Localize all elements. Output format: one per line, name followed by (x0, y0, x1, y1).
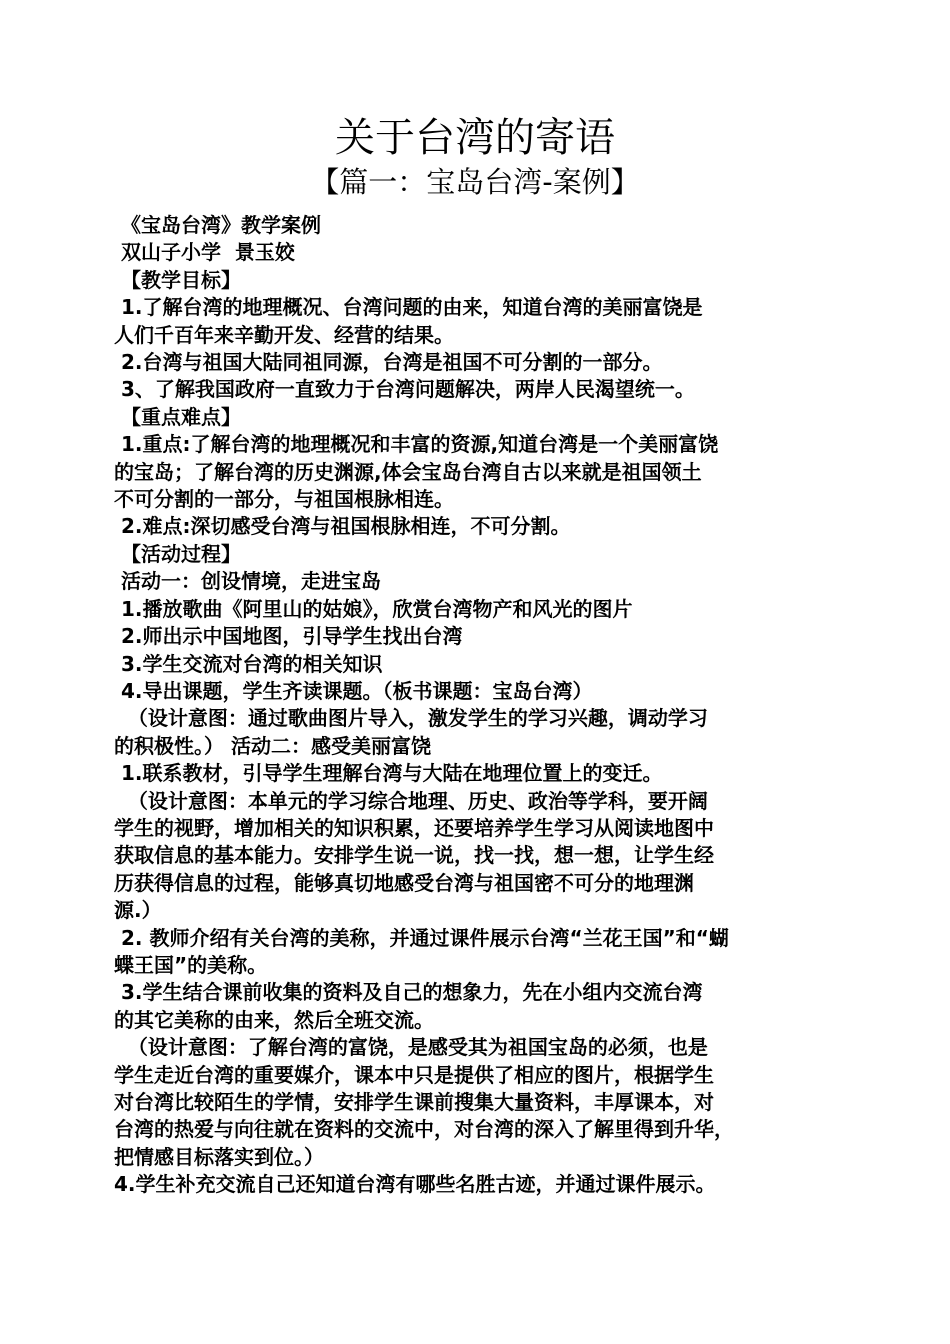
text-line: （设计意图：通过歌曲图片导入，激发学生的学习兴趣，调动学习 (114, 706, 708, 731)
text-line: 3.学生结合课前收集的资料及自己的想象力，先在小组内交流台湾 (114, 980, 703, 1005)
text-line: 蝶王国”的美称。 (114, 952, 268, 977)
text-line: （设计意图：了解台湾的富饶，是感受其为祖国宝岛的必须，也是 (114, 1035, 708, 1060)
text-line: 2.难点:深切感受台湾与祖国根脉相连，不可分割。 (114, 514, 571, 539)
text-line: 获取信息的基本能力。安排学生说一说，找一找，想一想，让学生经 (114, 843, 714, 868)
text-line: 2.师出示中国地图，引导学生找出台湾 (114, 624, 463, 649)
text-line: 1.播放歌曲《阿里山的姑娘》，欣赏台湾物产和风光的图片 (114, 596, 633, 621)
text-line: 台湾的热爱与向往就在资料的交流中，对台湾的深入了解里得到升华， (114, 1117, 734, 1142)
text-line: 对台湾比较陌生的学情，安排学生课前搜集大量资料，丰厚课本，对 (114, 1090, 714, 1114)
document-subtitle: 【篇一：宝岛台湾-案例】 (310, 165, 640, 199)
text-line: 2.台湾与祖国大陆同祖同源，台湾是祖国不可分割的一部分。 (114, 350, 663, 375)
text-line: 【重点难点】 (114, 404, 241, 429)
text-line: 的其它美称的由来，然后全班交流。 (114, 1007, 434, 1032)
text-line: 双山子小学 景玉姣 (114, 240, 295, 265)
text-line: 1.重点:了解台湾的地理概况和丰富的资源,知道台湾是一个美丽富饶 (114, 432, 719, 457)
text-line: 4.导出课题，学生齐读课题。（板书课题：宝岛台湾） (114, 678, 593, 703)
text-line: 【教学目标】 (114, 267, 241, 292)
text-line: 【活动过程】 (114, 541, 241, 566)
text-line: 3.学生交流对台湾的相关知识 (114, 651, 383, 676)
text-line: 的宝岛；了解台湾的历史渊源,体会宝岛台湾自古以来就是祖国领土 (114, 459, 702, 484)
text-line: 《宝岛台湾》教学案例 (114, 213, 321, 237)
text-line: 3、了解我国政府一直致力于台湾问题解决，两岸人民渴望统一。 (114, 377, 695, 402)
text-line: 学生的视野，增加相关的知识积累，还要培养学生学习从阅读地图中 (114, 815, 714, 840)
text-line: 把情感目标落实到位。） (114, 1144, 324, 1169)
text-line: 1.了解台湾的地理概况、台湾问题的由来，知道台湾的美丽富饶是 (114, 295, 703, 320)
document-body (114, 212, 854, 1199)
text-line: 学生走近台湾的重要媒介，课本中只是提供了相应的图片，根据学生 (114, 1062, 714, 1087)
text-line: 2. 教师介绍有关台湾的美称，并通过课件展示台湾“兰花王国”和“蝴 (114, 925, 729, 950)
text-line: 历获得信息的过程，能够真切地感受台湾与祖国密不可分的地理渊 (114, 870, 694, 895)
text-line: 4.学生补充交流自己还知道台湾有哪些名胜古迹，并通过课件展示。 (114, 1172, 716, 1197)
text-line: 不可分割的一部分，与祖国根脉相连。 (114, 487, 454, 512)
text-line: （设计意图：本单元的学习综合地理、历史、政治等学科，要开阔 (114, 788, 708, 813)
text-line: 1.联系教材，引导学生理解台湾与大陆在地理位置上的变迁。 (114, 761, 663, 786)
text-line: 活动一：创设情境，走进宝岛 (114, 569, 381, 594)
text-line: 人们千百年来辛勤开发、经营的结果。 (114, 322, 454, 347)
text-line: 的积极性。） 活动二：感受美丽富饶 (114, 733, 431, 758)
document-title: 关于台湾的寄语 (335, 115, 615, 161)
text-line: 源.） (114, 898, 162, 923)
